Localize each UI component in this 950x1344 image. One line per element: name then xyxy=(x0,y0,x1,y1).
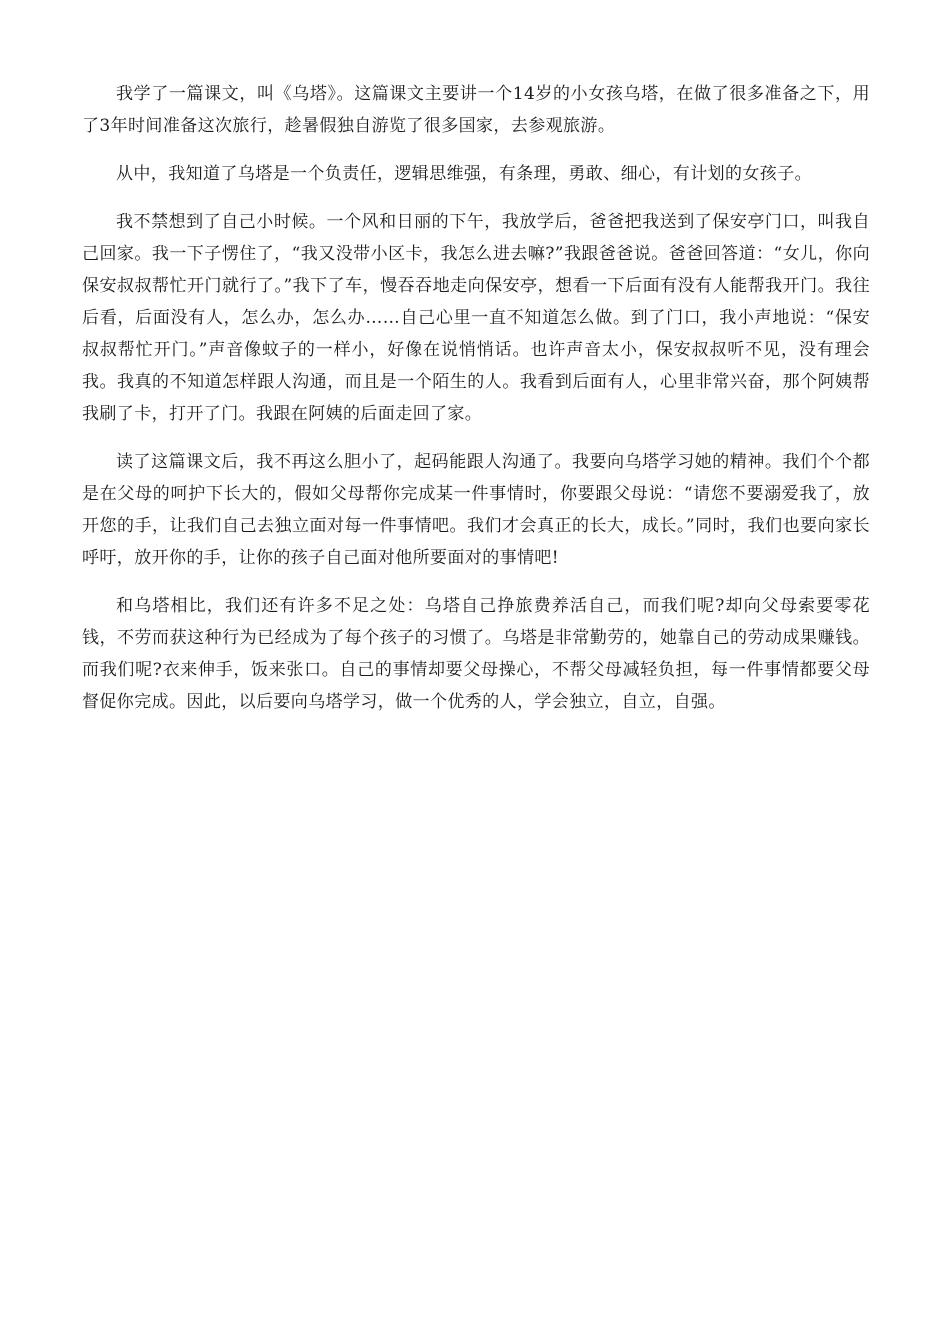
document-body xyxy=(82,78,870,734)
paragraph-1: 我学了一篇课文，叫《乌塔》。这篇课文主要讲一个14岁的小女孩乌塔，在做了很多准备之下，用了3年时间准备这次旅行，趁暑假独自游览了很多国家，去参观旅游。 xyxy=(82,84,870,136)
paragraph-2: 从中，我知道了乌塔是一个负责任，逻辑思维强，有条理，勇敢、细心，有计划的女孩子。 xyxy=(116,164,812,184)
paragraph-5: 和乌塔相比，我们还有许多不足之处：乌塔自己挣旅费养活自己，而我们呢?却向父母索要零花钱，不劳而获这种行为已经成为了每个孩子的习惯了。乌塔是非常勤劳的，她靠自己的劳动成果赚钱。而我们呢?衣来伸手，饭来张口。自己的事情却要父母操心，不帮父母减轻负担，每一件事情都要父母督促你完成。因此，以后要向乌塔学习，做一个优秀的人，学会独立，自立，自强。 xyxy=(82,596,870,712)
paragraph-4: 读了这篇课文后，我不再这么胆小了，起码能跟人沟通了。我要向乌塔学习她的精神。我们个个都是在父母的呵护下长大的，假如父母帮你完成某一件事情时，你要跟父母说：“请您不要溺爱我了，放开您的手，让我们自己去独立面对每一件事情吧。我们才会真正的长大，成长。”同时，我们也要向家长呼吁，放开你的手，让你的孩子自己面对他所要面对的事情吧! xyxy=(82,452,870,568)
paragraph-3: 我不禁想到了自己小时候。一个风和日丽的下午，我放学后，爸爸把我送到了保安亭门口，叫我自己回家。我一下子愣住了，“我又没带小区卡，我怎么进去嘛?”我跟爸爸说。爸爸回答道：“女儿，你向保安叔叔帮忙开门就行了。”我下了车，慢吞吞地走向保安亭，想看一下后面有没有人能帮我开门。我往后看，后面没有人，怎么办，怎么办……自己心里一直不知道怎么做。到了门口，我小声地说：“保安叔叔帮忙开门。”声音像蚊子的一样小，好像在说悄悄话。也许声音太小，保安叔叔听不见，没有理会我。我真的不知道怎样跟人沟通，而且是一个陌生的人。我看到后面有人，心里非常兴奋，那个阿姨帮我刷了卡，打开了门。我跟在阿姨的后面走回了家。 xyxy=(82,212,870,424)
